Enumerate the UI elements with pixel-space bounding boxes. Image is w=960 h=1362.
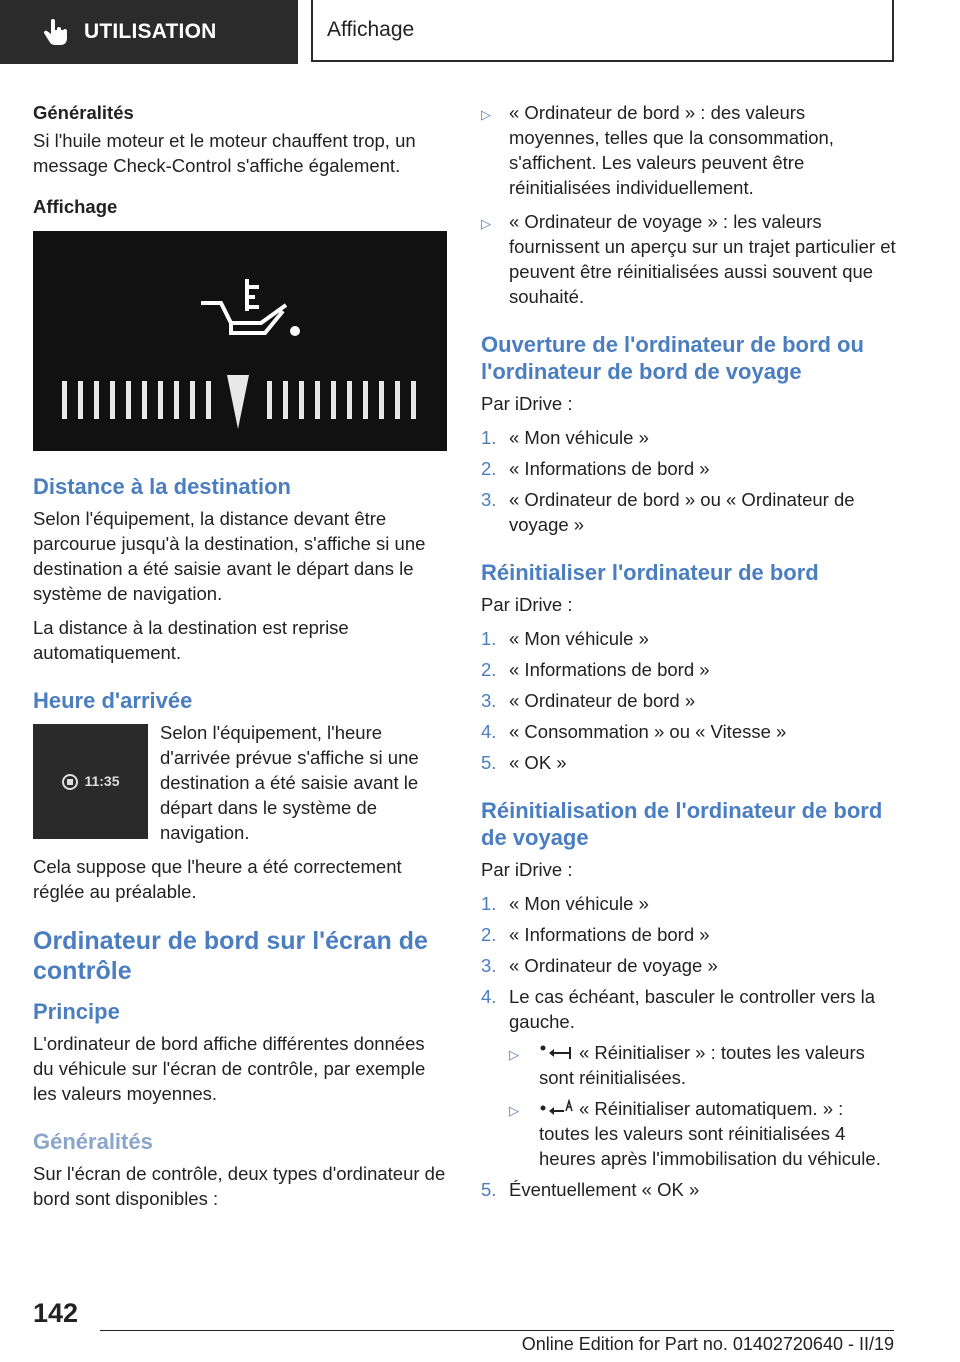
list-item: 4. « Consommation » ou « Vitesse » [481, 721, 787, 742]
list-item: 5. « OK » [481, 752, 567, 773]
arrival-time-value: 11:35 [84, 773, 120, 789]
display-heading: Affichage [33, 196, 118, 217]
list-item: 5. Éventuellement « OK » [481, 1179, 700, 1200]
arrival-text-2: Cela suppose que l'heure a été correctement réglée au préalable. [33, 856, 402, 902]
destination-flag-icon [61, 773, 79, 791]
section-title: UTILISATION [84, 20, 217, 43]
page-number: 142 [33, 1298, 79, 1328]
trip-heading: Réinitialisation de l'ordinateur de bord de voyage [481, 798, 883, 850]
general2-text: Sur l'écran de contrôle, deux types d'ordinateur de bord sont disponibles : [33, 1163, 446, 1209]
general-heading: Généralités [33, 102, 134, 123]
bullet-triangle-icon: ▷ [509, 1103, 519, 1118]
computer-heading: Ordinateur de bord sur l'écran de contrôle [33, 927, 428, 985]
list-item: 1. « Mon véhicule » [481, 893, 649, 914]
arrival-heading: Heure d'arrivée [33, 688, 193, 713]
list-item: 1. « Mon véhicule » [481, 427, 649, 448]
list-item: 3. « Ordinateur de voyage » [481, 955, 718, 976]
sub-list-item: ▷ « Réinitialiser » : toutes les valeurs sont réinitialisées. [509, 1042, 865, 1088]
bullet-triangle-icon: ▷ [481, 216, 491, 231]
distance-text-2: La distance à la destination est reprise automatiquement. [33, 617, 349, 663]
list-item: 2. « Informations de bord » [481, 659, 710, 680]
header-subsection-tab [311, 0, 894, 62]
reset-icon [539, 1043, 573, 1061]
left-column [33, 100, 449, 1220]
bullet-triangle-icon: ▷ [509, 1047, 519, 1062]
reset-intro: Par iDrive : [481, 594, 573, 615]
sub-list-item: ▷ « Réinitialiser automatiquem. » : toutes les valeurs sont réinitialisées 4 heures après l'immobilisation du véhicule. [509, 1098, 881, 1169]
general2-heading: Généralités [33, 1129, 153, 1154]
arrival-time-image [33, 724, 148, 839]
oil-temperature-display-image [33, 231, 447, 451]
reset-heading: Réinitialiser l'ordinateur de bord [481, 560, 819, 585]
list-item: 2. « Informations de bord » [481, 458, 710, 479]
subsection-title: Affichage [327, 18, 415, 41]
hand-icon [40, 17, 70, 47]
principle-text: L'ordinateur de bord affiche différentes données du véhicule sur l'écran de contrôle, par exemple les valeurs moyennes. [33, 1033, 426, 1104]
open-intro: Par iDrive : [481, 393, 573, 414]
list-item: ▷ « Ordinateur de voyage » : les valeurs fournissent un aperçu sur un trajet particulier et peuvent être réinitialisées aussi souvent que souhaité. [481, 211, 896, 307]
arrival-text: Selon l'équipement, l'heure d'arrivée prévue s'affiche si une destination a été saisie avant le départ dans le système de navigation. [160, 722, 419, 843]
list-item: 4. Le cas échéant, basculer le controller vers la gauche. [481, 986, 876, 1032]
header-section-tab [0, 0, 298, 64]
oil-temperature-gauge-icon [33, 231, 447, 451]
right-column [481, 100, 897, 1208]
list-item: 1. « Mon véhicule » [481, 628, 649, 649]
list-item: ▷ « Ordinateur de bord » : des valeurs moyennes, telles que la consommation, s'affichent. Les valeurs peuvent être réinitialisées individuellement. [481, 102, 834, 198]
footer-divider [100, 1330, 894, 1331]
trip-intro: Par iDrive : [481, 859, 573, 880]
auto-reset-icon [539, 1099, 573, 1117]
list-item: 3. « Ordinateur de bord » [481, 690, 696, 711]
list-item: 2. « Informations de bord » [481, 924, 710, 945]
open-heading: Ouverture de l'ordinateur de bord ou l'ordinateur de bord de voyage [481, 332, 864, 384]
principle-heading: Principe [33, 999, 120, 1024]
bullet-triangle-icon: ▷ [481, 107, 491, 122]
distance-heading: Distance à la destination [33, 474, 291, 499]
general-text: Si l'huile moteur et le moteur chauffent trop, un message Check-Control s'affiche également. [33, 130, 416, 176]
distance-text-1: Selon l'équipement, la distance devant être parcourue jusqu'à la destination, s'affiche si une destination a été saisie avant le départ dans le système de navigation. [33, 508, 426, 604]
edition-text: Online Edition for Part no. 01402720640 - II/19 [521, 1334, 894, 1354]
list-item: 3. « Ordinateur de bord » ou « Ordinateur de voyage » [481, 489, 855, 535]
